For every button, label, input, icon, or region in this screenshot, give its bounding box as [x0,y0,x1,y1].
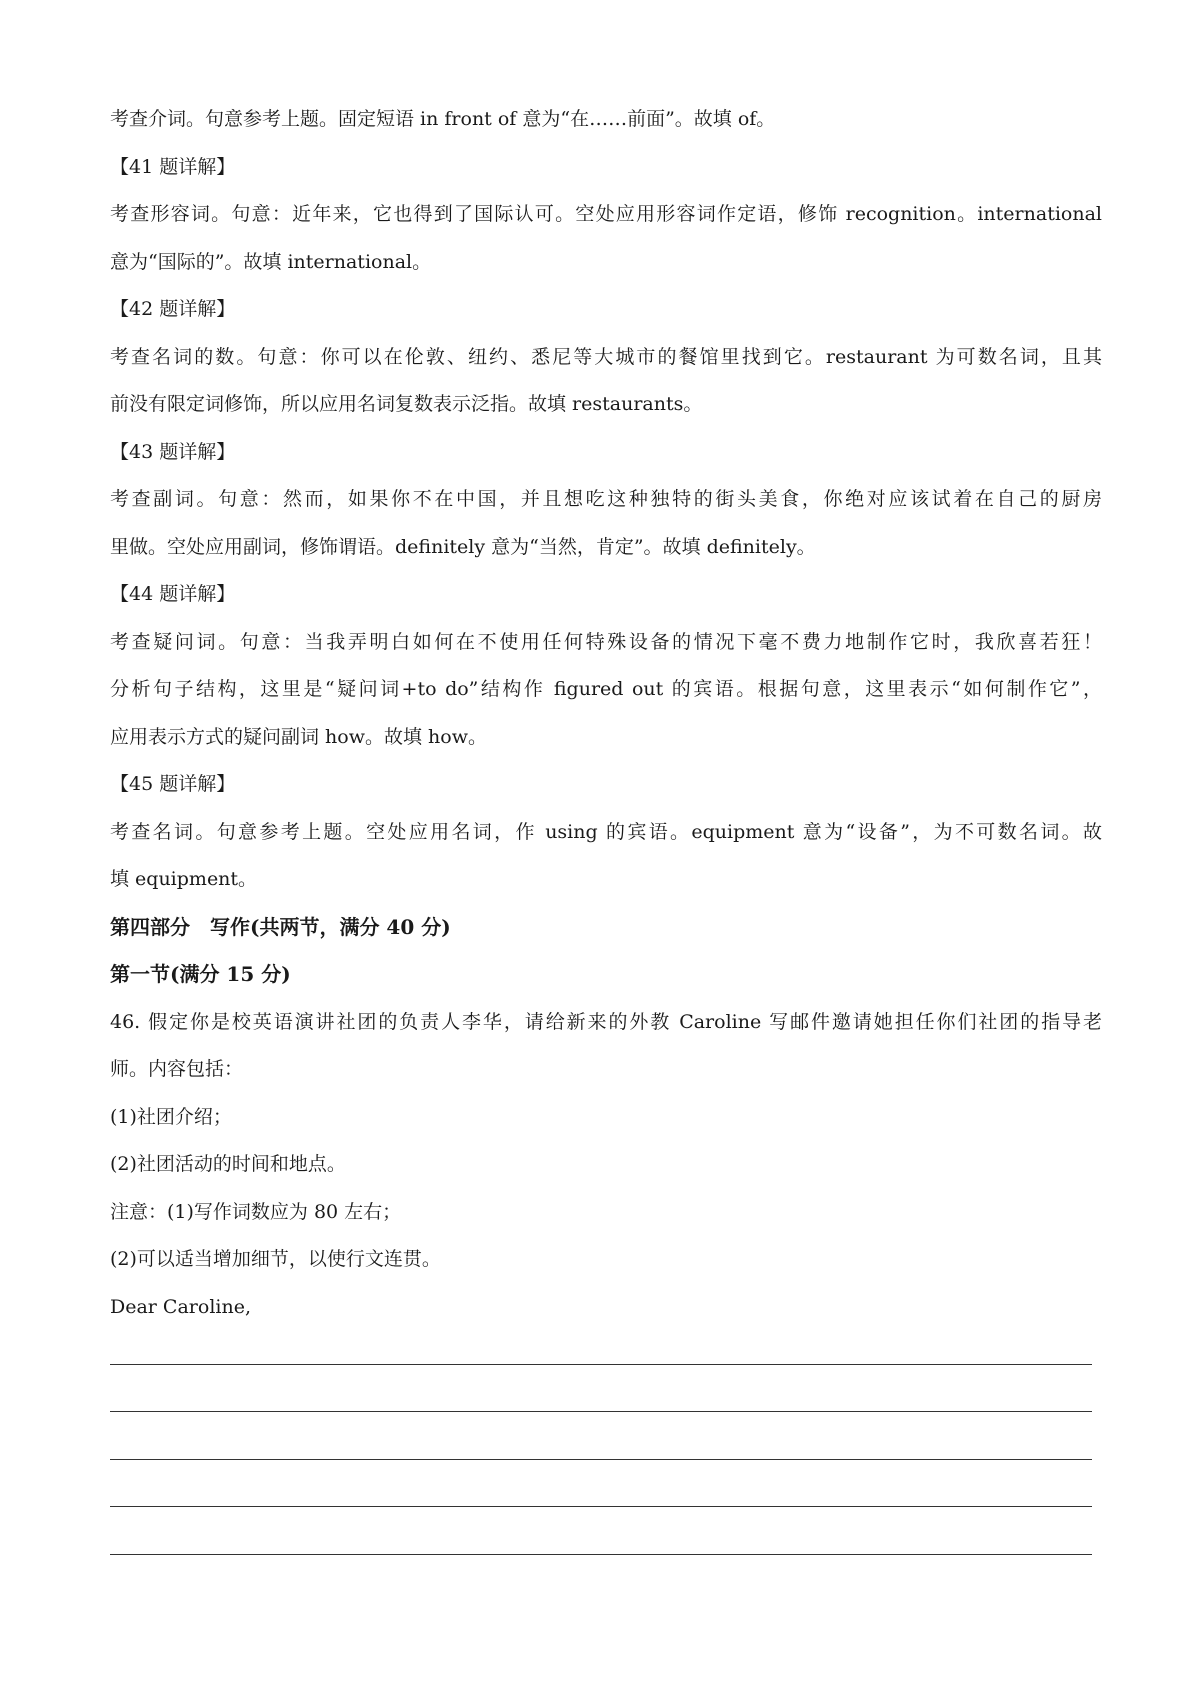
text-line: 考查介词。句意参考上题。固定短语 in front of 意为“在……前面”。故填 of。 [110,108,776,130]
section-heading: 第四部分 写作(共两节，满分 40 分) [110,914,451,939]
text-line: 填 equipment。 [110,868,258,890]
text-line: 考查形容词。句意：近年来，它也得到了国际认可。空处应用形容词作定语，修饰 recognition。international [110,203,1102,225]
letter-salutation: Dear Caroline, [110,1295,251,1318]
text-line: 分析句子结构，这里是“疑问词+to do”结构作 figured out 的宾语。根据句意，这里表示“如何制作它”， [110,678,1102,700]
question-heading-44: 【44 题详解】 [110,583,236,605]
text-line: 考查疑问词。句意：当我弄明白如何在不使用任何特殊设备的情况下毫不费力地制作它时，我欣喜若狂！ [110,630,1102,653]
writing-line [110,1331,1102,1379]
text-line: 意为“国际的”。故填 international。 [110,250,432,273]
requirement-item: (2)社团活动的时间和地点。 [110,1153,346,1175]
writing-line [110,1426,1102,1474]
writing-prompt: 46. 假定你是校英语演讲社团的负责人李华，请给新来的外教 Caroline 写邮件邀请她担任你们社团的指导老 [110,1010,1102,1033]
writing-area [110,1331,1102,1569]
text-line: 里做。空处应用副词，修饰谓语。definitely 意为“当然，肯定”。故填 definitely。 [110,535,816,558]
question-heading-43: 【43 题详解】 [110,440,236,463]
writing-line [110,1521,1102,1569]
note-item: (2)可以适当增加细节，以使行文连贯。 [110,1248,441,1270]
subsection-heading: 第一节(满分 15 分) [110,962,291,986]
writing-prompt: 师。内容包括： [110,1058,244,1080]
text-line: 应用表示方式的疑问副词 how。故填 how。 [110,725,487,748]
text-line: 考查名词。句意参考上题。空处应用名词，作 using 的宾语。equipment 意为“设备”，为不可数名词。故 [110,820,1102,843]
question-heading-45: 【45 题详解】 [110,773,236,795]
requirement-item: (1)社团介绍； [110,1105,232,1128]
writing-line [110,1379,1102,1427]
note-item: 注意：(1)写作词数应为 80 左右； [110,1200,402,1223]
question-heading-42: 【42 题详解】 [110,298,236,320]
text-line: 前没有限定词修饰，所以应用名词复数表示泛指。故填 restaurants。 [110,393,703,415]
writing-line [110,1474,1102,1522]
question-heading-41: 【41 题详解】 [110,155,236,178]
text-line: 考查副词。句意：然而，如果你不在中国，并且想吃这种独特的街头美食，你绝对应该试着在自己的厨房 [110,488,1102,510]
document-page [110,96,1102,1569]
text-line: 考查名词的数。句意：你可以在伦敦、纽约、悉尼等大城市的餐馆里找到它。restaurant 为可数名词，且其 [110,345,1102,368]
